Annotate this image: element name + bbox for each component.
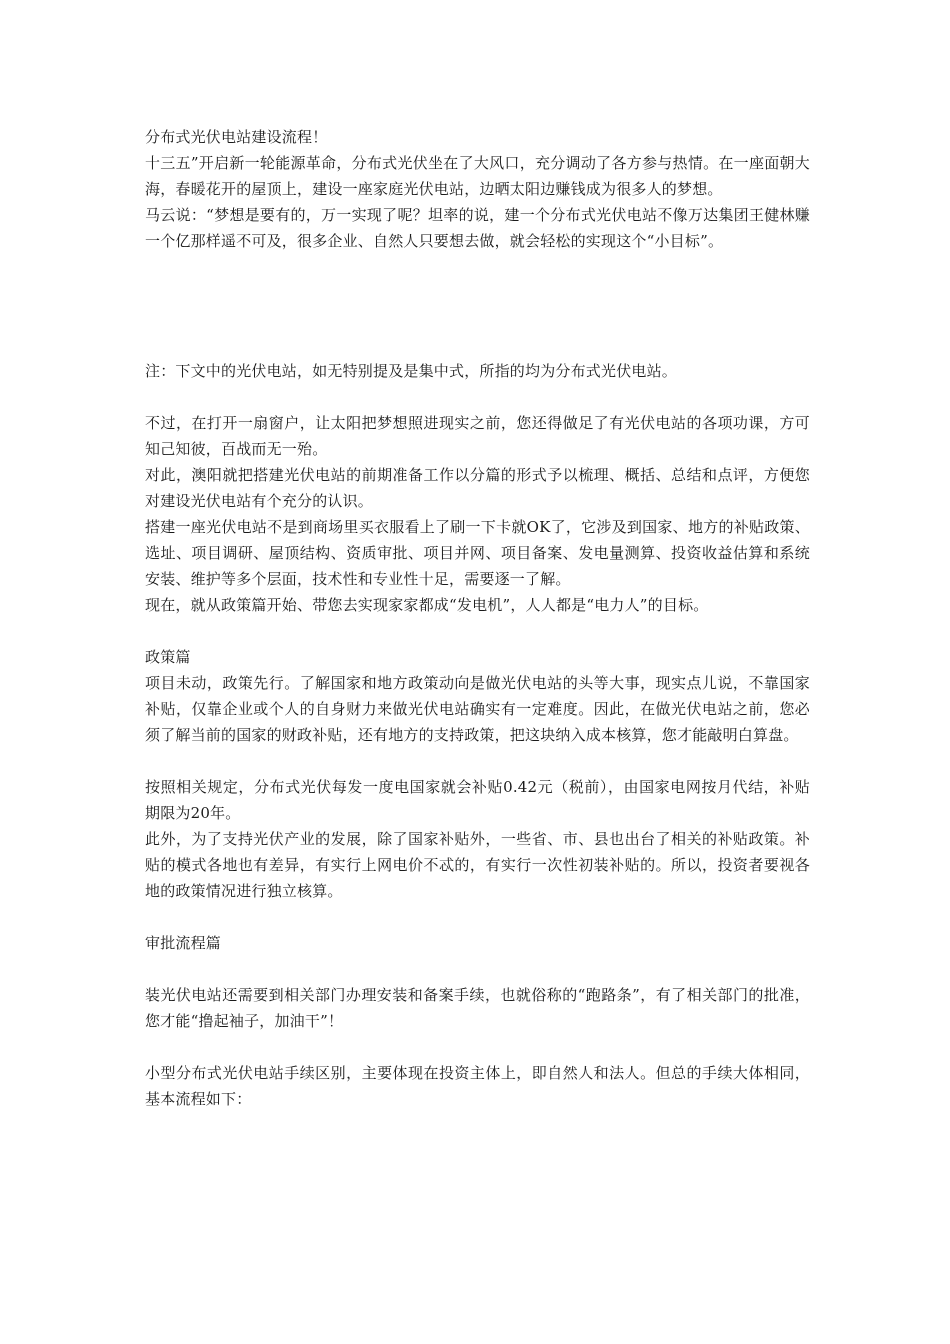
approval-paragraph-1: 装光伏电站还需要到相关部门办理安装和备案手续，也就俗称的“跑路条”，有了相关部门的批准，您才能“撸起袖子，加油干”！ — [145, 986, 810, 1030]
preface-paragraph-3: 搭建一座光伏电站不是到商场里买衣服看上了刷一下卡就OK了，它涉及到国家、地方的补贴政策、选址、项目调研、屋顶结构、资质审批、项目并网、项目备案、发电量测算、投资收益估算和系统安装、维护等多个层面，技术性和专业性十足，需要逐一了解。 — [145, 518, 810, 588]
spacer — [145, 904, 810, 930]
document-body — [145, 124, 810, 1112]
approval-paragraph-2: 小型分布式光伏电站手续区别，主要体现在投资主体上，即自然人和法人。但总的手续大体相同，基本流程如下： — [145, 1064, 810, 1108]
preface-paragraph-4: 现在，就从政策篇开始、带您去实现家家都成“发电机”，人人都是“电力人”的目标。 — [145, 596, 709, 614]
preface-paragraph-1: 不过，在打开一扇窗户，让太阳把梦想照进现实之前，您还得做足了有光伏电站的各项功课，方可知己知彼，百战而无一殆。 — [145, 414, 810, 458]
spacer — [145, 748, 810, 774]
policy-heading: 政策篇 — [145, 648, 191, 666]
intro-paragraph-2: 马云说：“梦想是要有的，万一实现了呢？坦率的说，建一个分布式光伏电站不像万达集团王健林赚一个亿那样遥不可及，很多企业、自然人只要想去做，就会轻松的实现这个“小目标”。 — [145, 206, 810, 250]
spacer — [145, 254, 810, 306]
spacer — [145, 618, 810, 644]
spacer — [145, 956, 810, 982]
policy-paragraph-2: 按照相关规定，分布式光伏每发一度电国家就会补贴0.42元（税前），由国家电网按月代结，补贴期限为20年。 — [145, 778, 810, 822]
spacer — [145, 306, 810, 358]
spacer — [145, 384, 810, 410]
policy-paragraph-3: 此外，为了支持光伏产业的发展，除了国家补贴外，一些省、市、县也出台了相关的补贴政策。补贴的模式各地也有差异，有实行上网电价不忒的，有实行一次性初装补贴的。所以，投资者要视各地的政策情况进行独立核算。 — [145, 830, 810, 900]
note-paragraph: 注：下文中的光伏电站，如无特别提及是集中式，所指的均为分布式光伏电站。 — [145, 362, 678, 380]
document-title: 分布式光伏电站建设流程！ — [145, 128, 328, 146]
spacer — [145, 1034, 810, 1060]
policy-paragraph-1: 项目未动，政策先行。了解国家和地方政策动向是做光伏电站的头等大事，现实点儿说，不靠国家补贴，仅靠企业或个人的自身财力来做光伏电站确实有一定难度。因此，在做光伏电站之前，您必须了解当前的国家的财政补贴，还有地方的支持政策，把这块纳入成本核算，您才能敲明白算盘。 — [145, 674, 810, 744]
intro-paragraph-1: 十三五”开启新一轮能源革命，分布式光伏坐在了大风口，充分调动了各方参与热情。在一座面朝大海，春暖花开的屋顶上，建设一座家庭光伏电站，边晒太阳边赚钱成为很多人的梦想。 — [145, 154, 810, 198]
approval-heading: 审批流程篇 — [145, 934, 222, 952]
preface-paragraph-2: 对此，澳阳就把搭建光伏电站的前期准备工作以分篇的形式予以梳理、概括、总结和点评，方便您对建设光伏电站有个充分的认识。 — [145, 466, 810, 510]
